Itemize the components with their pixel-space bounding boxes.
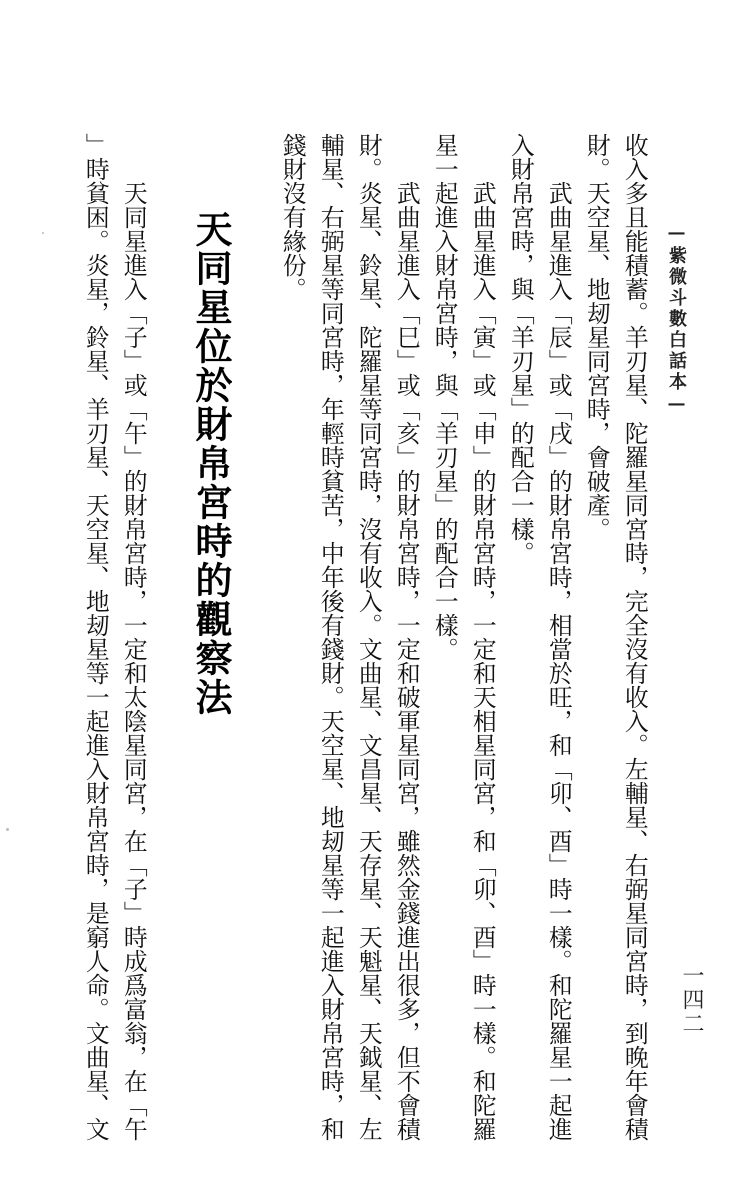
text-column-3: 武曲星進入「辰」或「戌」的財帛宮時，相當於旺，和「卯、酉」時一樣。和陀羅星一起進: [544, 181, 573, 1141]
text-column-8: 財。炎星、鈴星、陀羅星等同宮時，沒有收入。文曲星、文昌星、天存星、天魁星、天鉞星、左: [354, 133, 383, 1141]
scan-speck: [42, 232, 44, 234]
section-title: 天同星位於財帛宮時的觀察法: [189, 210, 233, 717]
page-number: 一四二: [679, 964, 704, 1036]
text-column-6: 星一起進入財帛宮時，與「羊刃星」的配合一樣。: [430, 133, 459, 661]
text-column-7: 武曲星進入「巳」或「亥」的財帛宮時，一定和破軍星同宮，雖然金錢進出很多，但不會積: [392, 181, 421, 1141]
text-column-1: 收入多且能積蓄。羊刃星、陀羅星同宮時，完全沒有收入。左輔星、右弼星同宮時，到晚年會積: [620, 133, 649, 1141]
text-column-2: 財。天空星、地刼星同宮時，會破產。: [582, 133, 611, 541]
running-header: —紫微斗數白話本—: [666, 222, 687, 417]
text-column-5: 武曲星進入「寅」或「申」的財帛宮時，一定和天相星同宮，和「卯、酉」時一樣。和陀羅: [468, 181, 497, 1141]
scan-speck: [6, 828, 9, 831]
text-column-11: 天同星進入「子」或「午」的財帛宮時，一定和太陰星同宮，在「子」時成爲富翁，在「午: [119, 181, 148, 1141]
text-column-10: 錢財沒有緣份。: [278, 133, 307, 301]
text-column-12: 」時貧困。炎星，鈴星、羊刃星、天空星、地刼星等一起進入財帛宮時，是窮人命。文曲星、文: [81, 133, 110, 1141]
text-column-4: 入財帛宮時，與「羊刃星」的配合一樣。: [506, 133, 535, 565]
text-column-9: 輔星、右弼星等同宮時，年輕時貧苦，中年後有錢財。天空星、地刼星等一起進入財帛宮時，和: [316, 133, 345, 1141]
